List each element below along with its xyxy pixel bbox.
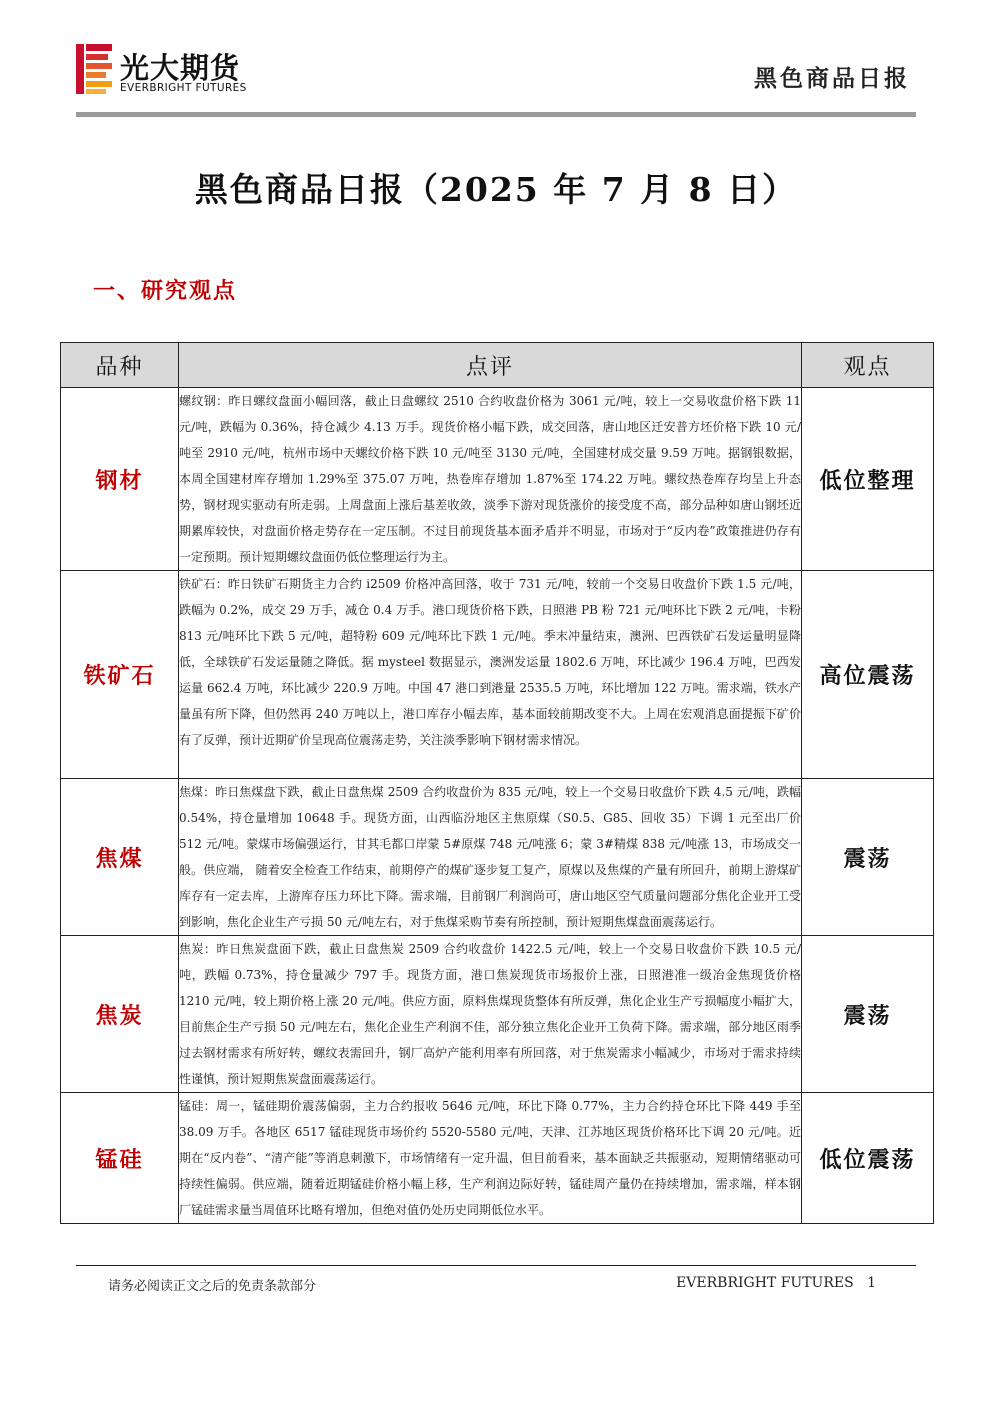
table-header-row xyxy=(61,343,934,388)
outlook-cell: 震荡 xyxy=(802,936,934,1093)
variety-cell: 钢材 xyxy=(61,388,179,571)
header-comment: 点评 xyxy=(179,343,802,388)
document-title: 黑色商品日报（2025 年 7 月 8 日） xyxy=(194,170,798,209)
outlook-cell: 低位震荡 xyxy=(802,1093,934,1224)
table-row xyxy=(61,388,934,571)
header-variety: 品种 xyxy=(61,343,179,388)
section-heading: 一、研究观点 xyxy=(93,278,238,304)
logo-english-name: EVERBRIGHT FUTURES xyxy=(120,82,247,94)
table-row xyxy=(61,779,934,936)
variety-cell: 焦炭 xyxy=(61,936,179,1093)
table-row xyxy=(61,936,934,1093)
comment-cell: 螺纹钢：昨日螺纹盘面小幅回落，截止日盘螺纹 2510 合约收盘价格为 3061 元/吨，较上一交易收盘价格下跌 11 元/吨，跌幅为 0.36%，持仓减少 4.13 万手。现货价格小幅下跌，成交回落，唐山地区迁安普方坯价格下跌 10 元/吨至 2910 元/吨，杭州市场中天螺纹价格下跌 10 元/吨至 3130 元/吨，全国建材成交量 9.59 万吨。据钢银数据，本周全国建材库存增加 1.29%至 375.07 万吨，热卷库存增加 1.87%至 174.22 万吨。螺纹热卷库存均呈上升态势，钢材现实驱动有所走弱。上周盘面上涨后基差收敛，淡季下游对现货涨价的接受度不高，部分品种如唐山钢坯近期累库较快，对盘面价格走势存在一定压制。不过目前现货基本面矛盾并不明显，市场对于“反内卷”政策推进仍存有一定预期。预计短期螺纹盘面仍低位整理运行为主。 xyxy=(179,388,802,571)
comment-cell: 锰硅：周一，锰硅期价震荡偏弱，主力合约报收 5646 元/吨，环比下降 0.77%，主力合约持仓环比下降 449 手至 38.09 万手。各地区 6517 锰硅现货市场价约 5520-5580 元/吨，天津、江苏地区现货价格环比下调 20 元/吨。近期在“反内卷”、“清产能”等消息刺激下，市场情绪有一定升温，但目前看来，基本面缺乏共振驱动，短期情绪驱动可持续性偏弱。供应端，随着近期锰硅价格小幅上移，生产利润边际好转，锰硅周产量仍在持续增加，需求端，样本钢厂锰硅需求量当周值环比略有增加，但绝对值仍处历史同期低位水平。 xyxy=(179,1093,802,1224)
report-type-label: 黑色商品日报 xyxy=(754,65,910,92)
variety-cell: 铁矿石 xyxy=(61,571,179,779)
comment-cell: 焦煤：昨日焦煤盘下跌，截止日盘焦煤 2509 合约收盘价为 835 元/吨，较上一个交易日收盘价下跌 4.5 元/吨，跌幅 0.54%，持仓量增加 10648 手。现货方面，山西临汾地区主焦原煤（S0.5、G85、回收 35）下调 1 元至出厂价 512 元/吨。蒙煤市场偏强运行，甘其毛都口岸蒙 5#原煤 748 元/吨涨 6；蒙 3#精煤 838 元/吨涨 13，市场成交一般。供应端， 随着安全检查工作结束，前期停产的煤矿逐步复工复产，原煤以及焦煤的产量有所回升，前期上游煤矿库存有一定去库，上游库存压力环比下降。需求端，目前钢厂利润尚可，唐山地区空气质量问题部分焦化企业开工受到影响，焦化企业生产亏损 50 元/吨左右，对于焦煤采购节奏有所控制，预计短期焦煤盘面震荡运行。 xyxy=(179,779,802,936)
comment-cell: 铁矿石：昨日铁矿石期货主力合约 i2509 价格冲高回落，收于 731 元/吨，较前一个交易日收盘价下跌 1.5 元/吨，跌幅为 0.2%，成交 29 万手，减仓 0.4 万手。港口现货价格下跌，日照港 PB 粉 721 元/吨环比下跌 2 元/吨，卡粉 813 元/吨环比下跌 5 元/吨，超特粉 609 元/吨环比下跌 1 元/吨。季末冲量结束，澳洲、巴西铁矿石发运量明显降低，全球铁矿石发运量随之降低。据 mysteel 数据显示，澳洲发运量 1802.6 万吨，环比减少 196.4 万吨，巴西发运量 662.4 万吨，环比减少 220.9 万吨。中国 47 港口到港量 2535.5 万吨，环比增加 122 万吨。需求端，铁水产量虽有所下降，但仍然再 240 万吨以上，港口库存小幅去库，基本面较前期改变不大。上周在宏观消息面提振下矿价有了反弹，预计近期矿价呈现高位震荡走势，关注淡季影响下钢材需求情况。 xyxy=(179,571,802,779)
logo-chinese-name: 光大期货 xyxy=(120,51,241,85)
outlook-cell: 震荡 xyxy=(802,779,934,936)
variety-cell: 焦煤 xyxy=(61,779,179,936)
page-number: 1 xyxy=(867,1275,876,1291)
footer-brand xyxy=(676,1275,876,1291)
table-row xyxy=(61,1093,934,1224)
outlook-cell: 低位整理 xyxy=(802,388,934,571)
footer-disclaimer: 请务必阅读正文之后的免责条款部分 xyxy=(108,1279,317,1294)
variety-cell: 锰硅 xyxy=(61,1093,179,1224)
footer-brand-text: EVERBRIGHT FUTURES xyxy=(676,1275,854,1291)
outlook-cell: 高位震荡 xyxy=(802,571,934,779)
footer-divider xyxy=(76,1265,916,1266)
research-views-table xyxy=(60,342,934,1224)
header-outlook: 观点 xyxy=(802,343,934,388)
comment-cell: 焦炭：昨日焦炭盘面下跌，截止日盘焦炭 2509 合约收盘价 1422.5 元/吨，较上一个交易日收盘价下跌 10.5 元/吨，跌幅 0.73%，持仓量减少 797 手。现货方面，港口焦炭现货市场报价上涨，日照港准一级冶金焦现货价格 1210 元/吨，较上期价格上涨 20 元/吨。供应方面，原料焦煤现货整体有所反弹，焦化企业生产亏损幅度小幅扩大，目前焦企生产亏损 50 元/吨左右，焦化企业生产利润不佳，部分独立焦化企业开工负荷下降。需求端，部分地区雨季过去钢材需求有所好转，螺纹表需回升，钢厂高炉产能利用率有所回落，对于焦炭需求小幅减少，市场对于需求持续性谨慎，预计短期焦炭盘面震荡运行。 xyxy=(179,936,802,1093)
table-row xyxy=(61,571,934,779)
